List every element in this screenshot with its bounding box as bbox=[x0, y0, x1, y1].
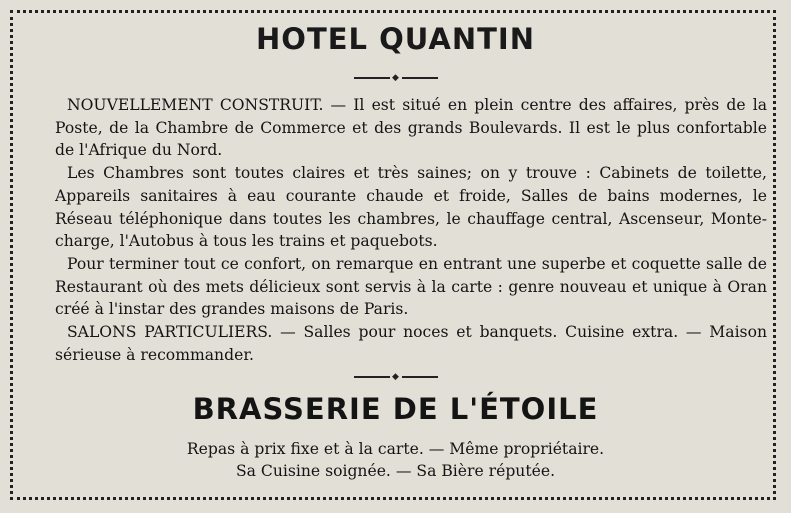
hotel-title: HOTEL QUANTIN bbox=[256, 22, 535, 56]
brasserie-line-1: Repas à prix fixe et à la carte. — Même propriétaire. bbox=[186, 440, 605, 458]
brasserie-title: BRASSERIE DE L'ÉTOILE bbox=[192, 392, 599, 426]
ornament-line bbox=[402, 376, 438, 378]
ornament-divider-middle bbox=[354, 372, 438, 382]
ornament-line bbox=[354, 376, 390, 378]
brasserie-line-2: Sa Cuisine soignée. — Sa Bière réputée. bbox=[235, 462, 556, 480]
paragraph-salons: SALONS PARTICULIERS. — Salles pour noces et banquets. Cuisine extra. — Maison sérieuse à recommander. bbox=[55, 323, 767, 364]
ornament-line bbox=[354, 77, 390, 79]
ornament-divider-top bbox=[354, 73, 438, 83]
paragraph-restaurant: Pour terminer tout ce confort, on remarque en entrant une superbe et coquette salle de Restaurant où des mets délicieux sont servis à la carte : genre nouveau et unique à Oran créé à l'instar des grandes maisons de Paris. bbox=[55, 254, 767, 319]
brasserie-details bbox=[0, 438, 791, 482]
ornament-line bbox=[402, 77, 438, 79]
paragraph-construction: NOUVELLEMENT CONSTRUIT. — Il est situé en plein centre des affaires, près de la Poste, de la Chambre de Commerce et des grands Boulevards. Il est le plus confortable de l'Afrique du Nord. bbox=[55, 96, 767, 160]
ornament-dot-icon: ◆ bbox=[392, 372, 399, 382]
hotel-description bbox=[55, 94, 767, 366]
ornament-dot-icon: ◆ bbox=[392, 73, 399, 83]
paragraph-rooms: Les Chambres sont toutes claires et très saines; on y trouve : Cabinets de toilette, Appareils sanitaires à eau courante chaude et froide, Salles de bains modernes, le Réseau téléphonique dans toutes les chambres, le chauffage central, Ascenseur, Monte-charge, l'Autobus à tous les trains et paquebots. bbox=[55, 164, 767, 251]
